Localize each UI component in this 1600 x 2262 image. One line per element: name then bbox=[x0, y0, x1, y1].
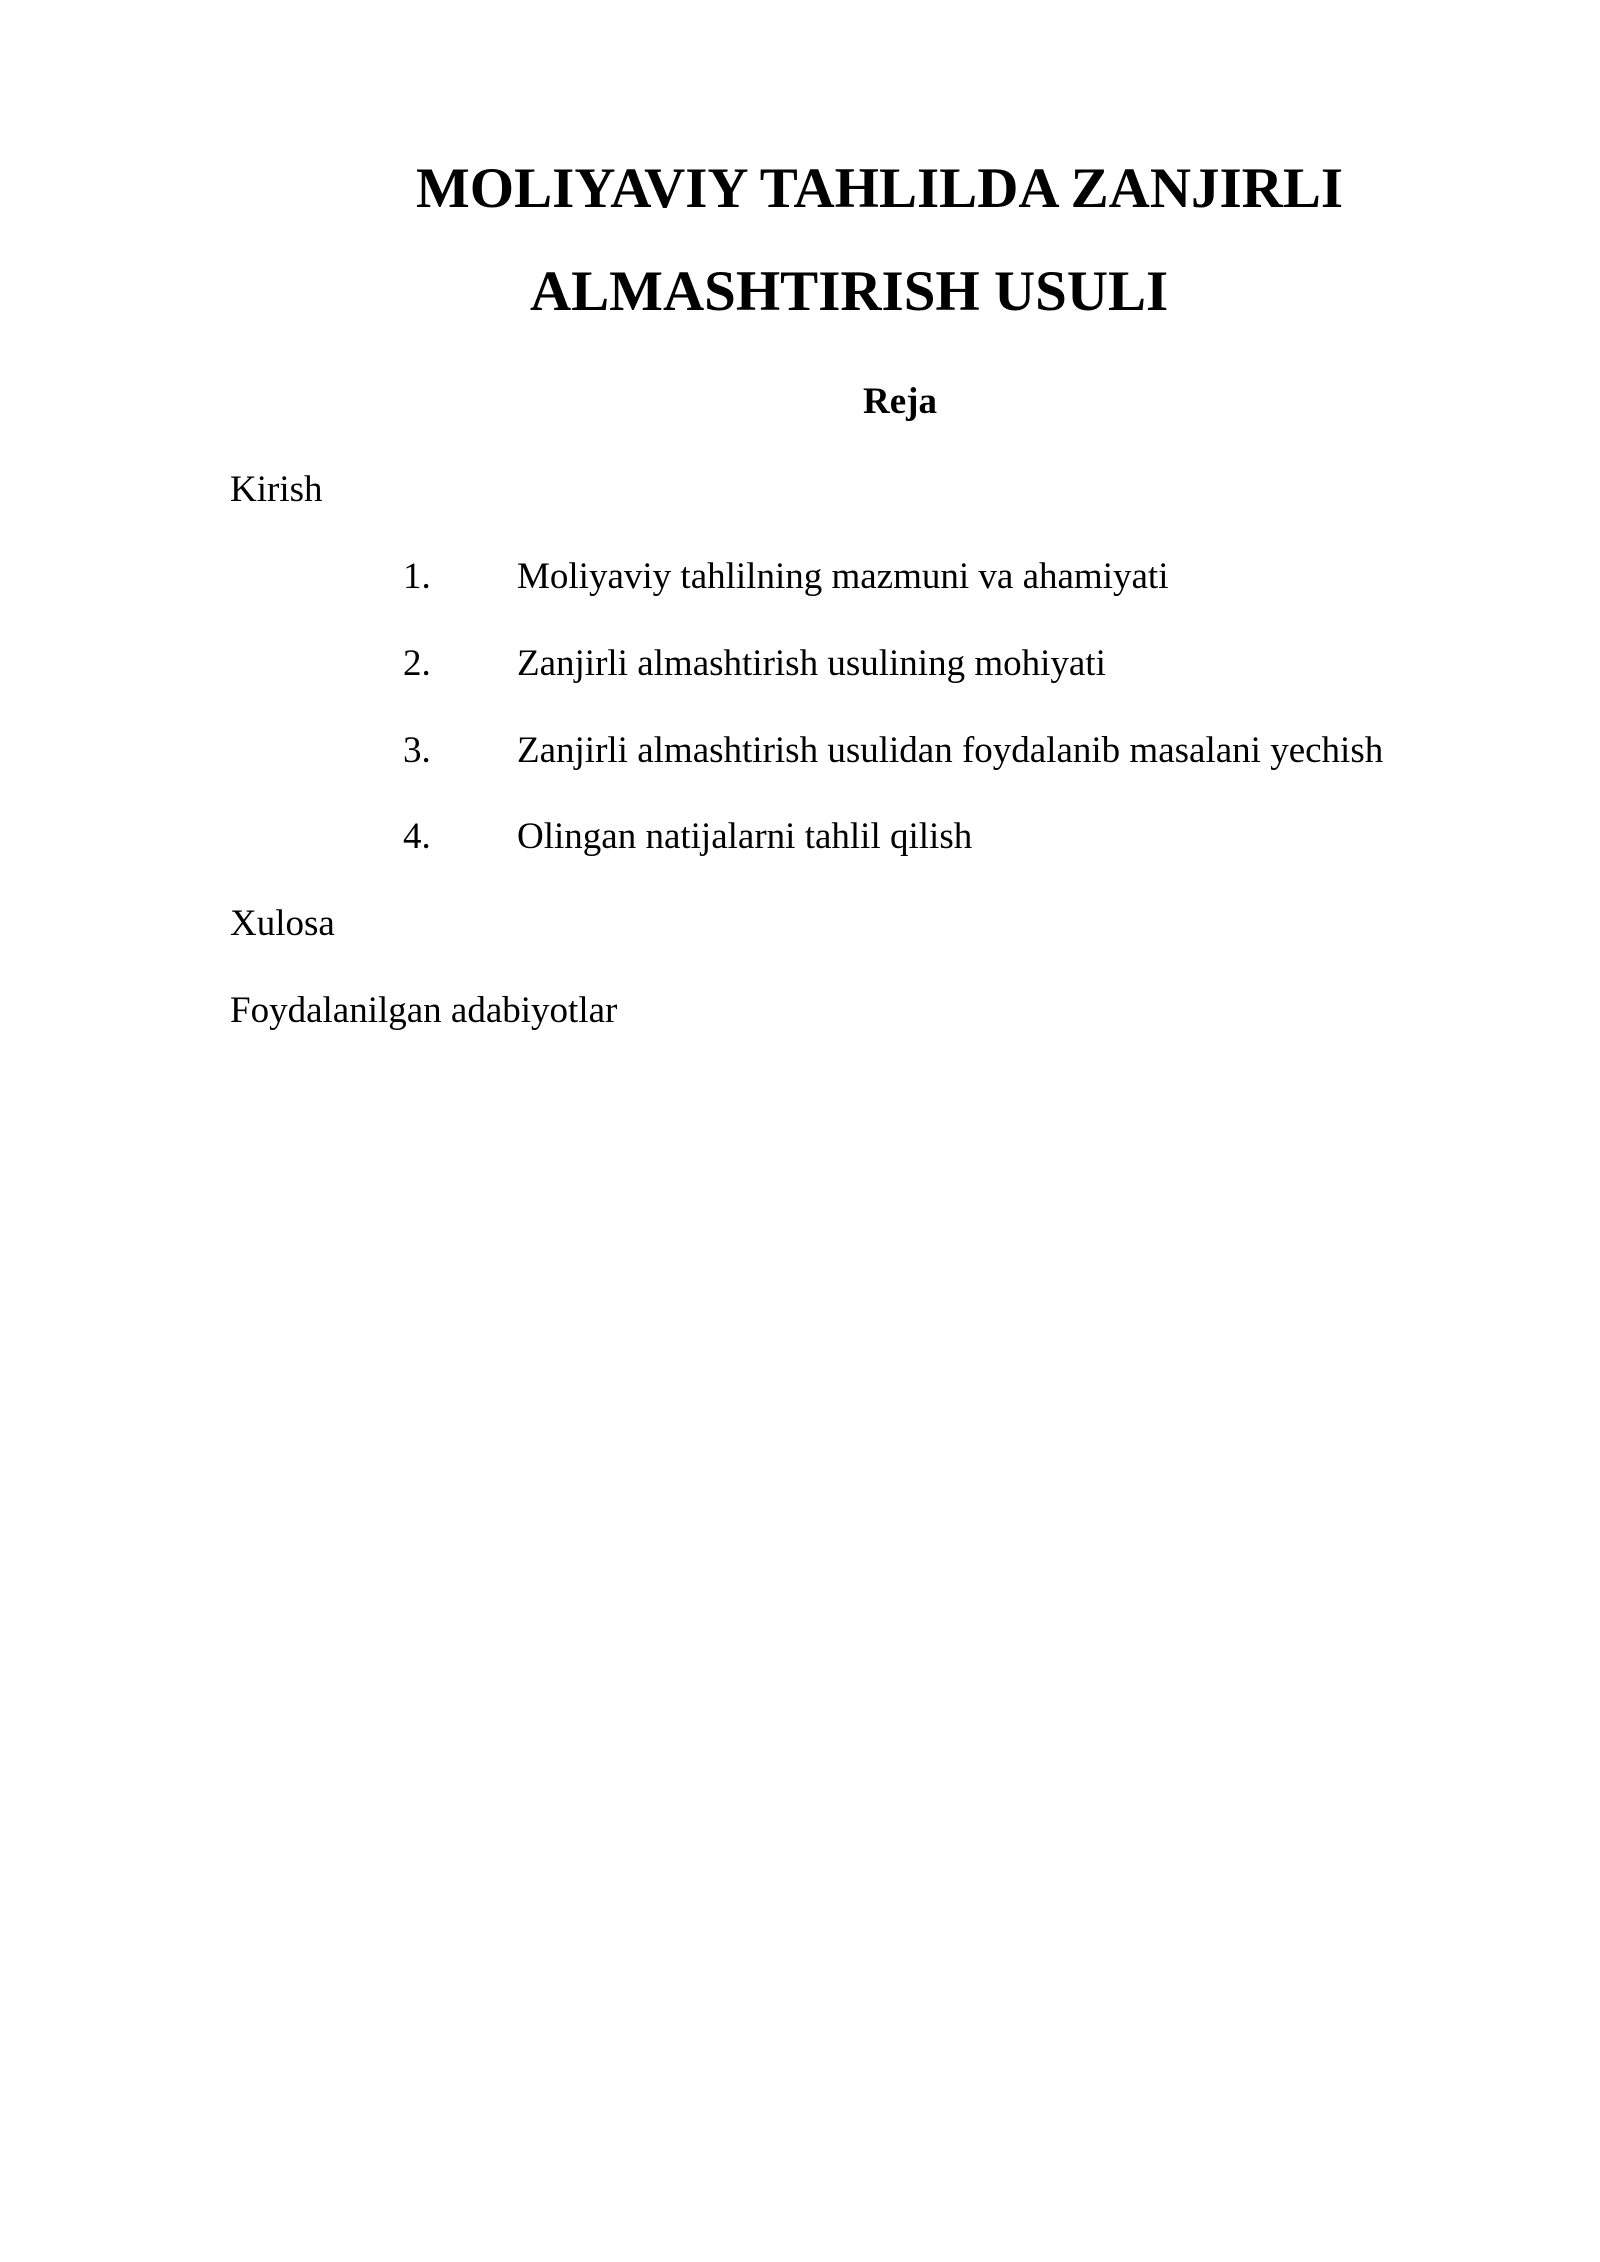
intro-entry: Kirish bbox=[230, 469, 323, 510]
plan-item-text: Olingan natijalarni tahlil qilish bbox=[517, 816, 973, 857]
document-title-line-2: ALMASHTIRISH USULI bbox=[530, 260, 1169, 323]
plan-heading: Reja bbox=[863, 381, 937, 422]
conclusion-entry: Xulosa bbox=[230, 903, 335, 944]
document-title-line-1: MOLIYAVIY TAHLILDA ZANJIRLI bbox=[416, 157, 1344, 220]
plan-item-text: Moliyaviy tahlilning mazmuni va ahamiyati bbox=[517, 556, 1169, 597]
plan-item-text: Zanjirli almashtirish usulidan foydalanib masalani yechish bbox=[517, 730, 1384, 771]
plan-item-number: 1. bbox=[403, 556, 431, 597]
plan-item-number: 3. bbox=[403, 730, 431, 771]
plan-item-number: 2. bbox=[403, 643, 431, 684]
plan-item-text: Zanjirli almashtirish usulining mohiyati bbox=[517, 643, 1106, 684]
plan-item-number: 4. bbox=[403, 816, 431, 857]
references-entry: Foydalanilgan adabiyotlar bbox=[230, 990, 618, 1031]
